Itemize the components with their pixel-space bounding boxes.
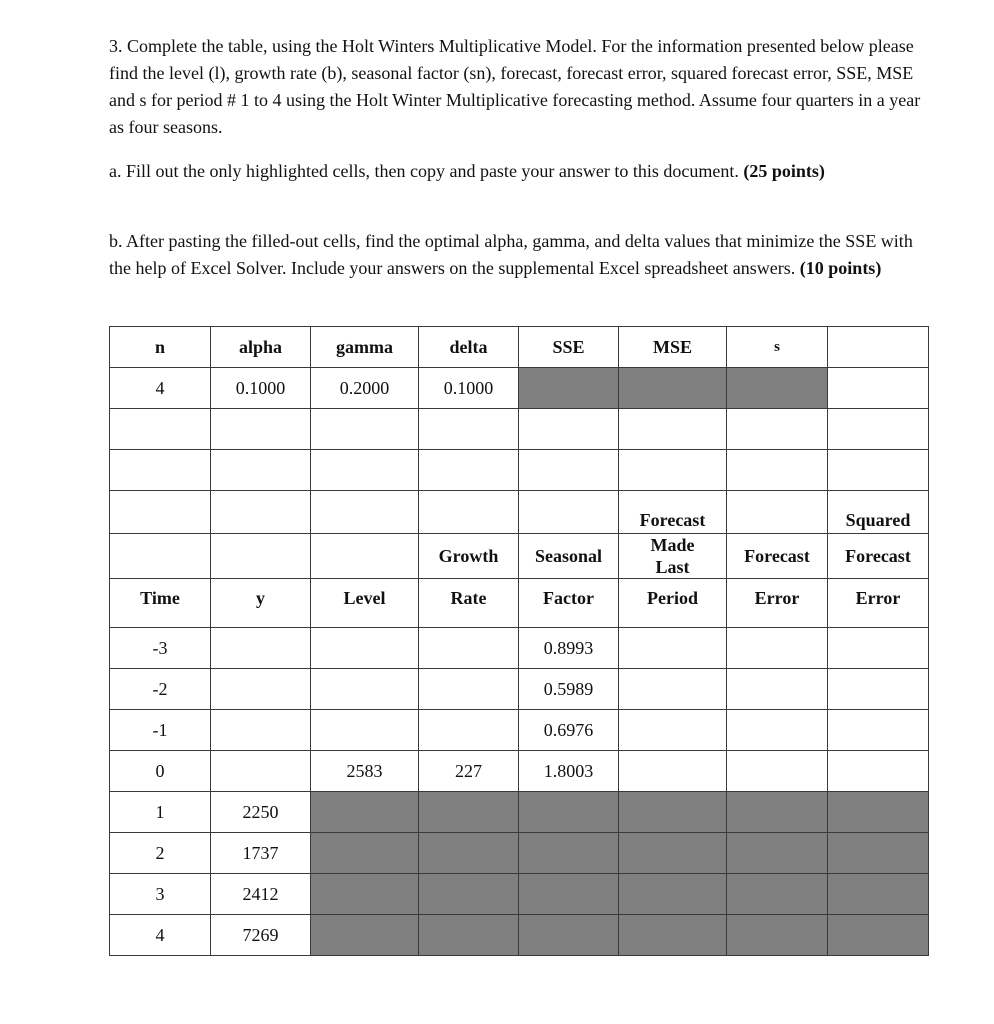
seasonal-cell: 0.8993 bbox=[519, 628, 619, 669]
level-input-cell[interactable] bbox=[311, 792, 419, 833]
level-input-cell[interactable] bbox=[311, 833, 419, 874]
forecast-input-cell[interactable] bbox=[619, 833, 727, 874]
forecast-input-cell[interactable] bbox=[619, 874, 727, 915]
table-row bbox=[110, 792, 929, 833]
time-cell: -3 bbox=[110, 628, 211, 669]
column-header-row-1 bbox=[110, 491, 929, 534]
col-forecast-made-label-2 bbox=[619, 534, 727, 579]
table-row bbox=[110, 669, 929, 710]
growth-input-cell[interactable] bbox=[419, 915, 519, 956]
table-row bbox=[110, 710, 929, 751]
growth-cell bbox=[419, 669, 519, 710]
table-row bbox=[110, 915, 929, 956]
holt-winters-table bbox=[109, 326, 929, 956]
time-cell: 4 bbox=[110, 915, 211, 956]
growth-cell bbox=[419, 628, 519, 669]
seasonal-input-cell[interactable] bbox=[519, 792, 619, 833]
time-cell: -1 bbox=[110, 710, 211, 751]
level-cell bbox=[311, 710, 419, 751]
seasonal-cell: 1.8003 bbox=[519, 751, 619, 792]
seasonal-cell: 0.5989 bbox=[519, 669, 619, 710]
part-a bbox=[109, 158, 929, 185]
header-delta: delta bbox=[419, 327, 519, 368]
col-forecast-made-label-1: Forecast bbox=[619, 491, 727, 534]
value-alpha: 0.1000 bbox=[211, 368, 311, 409]
col-forecast-error-label-1: Forecast bbox=[727, 534, 828, 579]
time-cell: 1 bbox=[110, 792, 211, 833]
growth-cell: 227 bbox=[419, 751, 519, 792]
growth-input-cell[interactable] bbox=[419, 874, 519, 915]
y-cell bbox=[211, 710, 311, 751]
part-a-points: (25 points) bbox=[743, 161, 825, 181]
time-cell: -2 bbox=[110, 669, 211, 710]
header-gamma: gamma bbox=[311, 327, 419, 368]
time-cell: 0 bbox=[110, 751, 211, 792]
error-input-cell[interactable] bbox=[727, 915, 828, 956]
params-values-row bbox=[110, 368, 929, 409]
forecast-input-cell[interactable] bbox=[619, 792, 727, 833]
y-cell bbox=[211, 669, 311, 710]
header-n: n bbox=[110, 327, 211, 368]
y-cell: 7269 bbox=[211, 915, 311, 956]
error-input-cell[interactable] bbox=[727, 833, 828, 874]
seasonal-cell: 0.6976 bbox=[519, 710, 619, 751]
level-cell: 2583 bbox=[311, 751, 419, 792]
squared-error-input-cell[interactable] bbox=[828, 874, 929, 915]
growth-input-cell[interactable] bbox=[419, 792, 519, 833]
value-n: 4 bbox=[110, 368, 211, 409]
squared-error-input-cell[interactable] bbox=[828, 915, 929, 956]
col-seasonal-label-2: Factor bbox=[519, 579, 619, 628]
empty-cell bbox=[828, 368, 929, 409]
squared-error-input-cell[interactable] bbox=[828, 792, 929, 833]
forecast-input-cell[interactable] bbox=[619, 915, 727, 956]
part-b bbox=[109, 228, 929, 282]
part-b-text: b. After pasting the filled-out cells, find the optimal alpha, gamma, and delta values that minimize the SSE with the help of Excel Solver. Include your answers on the supplemental Excel spreadsheet answers. bbox=[109, 231, 913, 278]
error-input-cell[interactable] bbox=[727, 792, 828, 833]
mse-input-cell[interactable] bbox=[619, 368, 727, 409]
col-forecast-made-label-3: Period bbox=[619, 579, 727, 628]
col-growth-label-1: Growth bbox=[419, 534, 519, 579]
table-row bbox=[110, 628, 929, 669]
seasonal-input-cell[interactable] bbox=[519, 833, 619, 874]
column-header-row-3 bbox=[110, 579, 929, 628]
col-y-label: y bbox=[211, 579, 311, 628]
question-intro: 3. Complete the table, using the Holt Winters Multiplicative Model. For the information presented below please find the level (l), growth rate (b), seasonal factor (sn), forecast, forecast error, squared forecast error, SSE, MSE and s for period # 1 to 4 using the Holt Winter Multiplicative forecasting method. Assume four quarters in a year as four seasons. bbox=[109, 36, 921, 137]
col-forecast-error-label-2: Error bbox=[727, 579, 828, 628]
part-b-points: (10 points) bbox=[799, 258, 882, 278]
level-cell bbox=[311, 628, 419, 669]
level-input-cell[interactable] bbox=[311, 915, 419, 956]
col-seasonal-label-1: Seasonal bbox=[519, 534, 619, 579]
value-delta: 0.1000 bbox=[419, 368, 519, 409]
blank-row bbox=[110, 409, 929, 450]
growth-cell bbox=[419, 710, 519, 751]
value-gamma: 0.2000 bbox=[311, 368, 419, 409]
blank-row bbox=[110, 450, 929, 491]
time-cell: 3 bbox=[110, 874, 211, 915]
seasonal-input-cell[interactable] bbox=[519, 915, 619, 956]
col-time-label: Time bbox=[110, 579, 211, 628]
s-input-cell[interactable] bbox=[727, 368, 828, 409]
part-a-text: a. Fill out the only highlighted cells, then copy and paste your answer to this document. bbox=[109, 161, 739, 181]
y-cell bbox=[211, 751, 311, 792]
col-squared-label-2: Forecast bbox=[828, 534, 929, 579]
params-header-row bbox=[110, 327, 929, 368]
y-cell bbox=[211, 628, 311, 669]
time-cell: 2 bbox=[110, 833, 211, 874]
level-input-cell[interactable] bbox=[311, 874, 419, 915]
last-text: Last bbox=[655, 557, 690, 577]
col-growth-label-2: Rate bbox=[419, 579, 519, 628]
sse-input-cell[interactable] bbox=[519, 368, 619, 409]
y-cell: 2412 bbox=[211, 874, 311, 915]
error-input-cell[interactable] bbox=[727, 874, 828, 915]
made-text: Made bbox=[650, 535, 695, 555]
level-cell bbox=[311, 669, 419, 710]
y-cell: 1737 bbox=[211, 833, 311, 874]
header-alpha: alpha bbox=[211, 327, 311, 368]
empty-cell bbox=[828, 327, 929, 368]
table-row bbox=[110, 874, 929, 915]
header-mse: MSE bbox=[619, 327, 727, 368]
header-s: s bbox=[727, 327, 828, 368]
table-row bbox=[110, 833, 929, 874]
column-header-row-2 bbox=[110, 534, 929, 579]
col-level-label: Level bbox=[311, 579, 419, 628]
col-squared-label-1: Squared bbox=[828, 491, 929, 534]
growth-input-cell[interactable] bbox=[419, 833, 519, 874]
table-row bbox=[110, 751, 929, 792]
squared-error-input-cell[interactable] bbox=[828, 833, 929, 874]
seasonal-input-cell[interactable] bbox=[519, 874, 619, 915]
col-squared-label-3: Error bbox=[828, 579, 929, 628]
y-cell: 2250 bbox=[211, 792, 311, 833]
header-sse: SSE bbox=[519, 327, 619, 368]
